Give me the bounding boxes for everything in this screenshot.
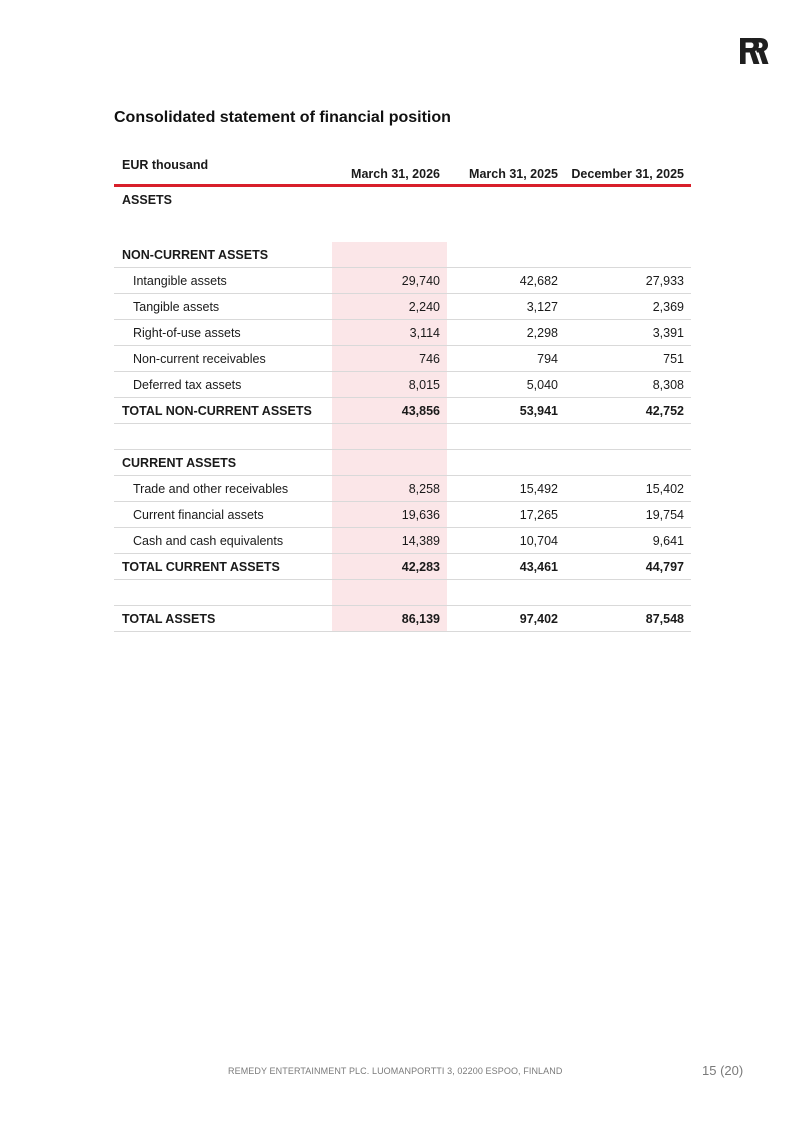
cell-value: 8,015 [332,372,447,398]
header-december-2025: December 31, 2025 [565,150,691,186]
cell-value [332,424,447,450]
cell-value: 8,258 [332,476,447,502]
cell-value: 2,369 [565,294,691,320]
table-row [114,476,691,502]
cell-value: 17,265 [447,502,565,528]
cell-value: 10,704 [447,528,565,554]
cell-value [332,217,447,242]
cell-value: 3,127 [447,294,565,320]
row-label: Cash and cash equivalents [114,528,332,554]
cell-value: 42,682 [447,268,565,294]
row-label: Right-of-use assets [114,320,332,346]
row-label: Deferred tax assets [114,372,332,398]
cell-value [565,242,691,268]
cell-value: 97,402 [447,606,565,632]
cell-value: 87,548 [565,606,691,632]
financial-position-table [114,150,691,632]
table-row [114,502,691,528]
table-row [114,268,691,294]
cell-value [447,186,565,218]
header-march-2025: March 31, 2025 [447,150,565,186]
row-label: Non-current receivables [114,346,332,372]
cell-value: 42,283 [332,554,447,580]
header-march-2026: March 31, 2026 [332,150,447,186]
cell-value: 15,492 [447,476,565,502]
table-row [114,294,691,320]
cell-value: 44,797 [565,554,691,580]
cell-value: 42,752 [565,398,691,424]
cell-value: 15,402 [565,476,691,502]
cell-value [447,217,565,242]
cell-value: 2,298 [447,320,565,346]
row-label: TOTAL NON-CURRENT ASSETS [114,398,332,424]
row-label: NON-CURRENT ASSETS [114,242,332,268]
cell-value [332,242,447,268]
cell-value [565,450,691,476]
cell-value [565,186,691,218]
table-row [114,320,691,346]
section-row [114,242,691,268]
table-body [114,186,691,632]
cell-value: 2,240 [332,294,447,320]
spacer-row [114,424,691,450]
cell-value [565,424,691,450]
table-header-row [114,150,691,186]
total-row [114,606,691,632]
cell-value: 8,308 [565,372,691,398]
cell-value [565,580,691,606]
cell-value [447,242,565,268]
cell-value: 27,933 [565,268,691,294]
cell-value: 14,389 [332,528,447,554]
table-row [114,372,691,398]
row-label: Trade and other receivables [114,476,332,502]
spacer-row [114,580,691,606]
total-row [114,554,691,580]
cell-value: 43,461 [447,554,565,580]
row-label: Intangible assets [114,268,332,294]
cell-value [565,217,691,242]
row-label: ASSETS [122,193,173,207]
row-label: TOTAL CURRENT ASSETS [114,554,332,580]
cell-value: 29,740 [332,268,447,294]
cell-value: 19,636 [332,502,447,528]
cell-value: 9,641 [565,528,691,554]
cell-value [447,450,565,476]
row-label: CURRENT ASSETS [114,450,332,476]
cell-value: 5,040 [447,372,565,398]
row-label: TOTAL ASSETS [114,606,332,632]
page-number: 15 (20) [702,1063,744,1078]
row-label [114,424,332,450]
section-row [114,450,691,476]
cell-value [447,424,565,450]
assets-row [114,186,691,218]
gap-row [114,217,691,242]
row-label [114,217,332,242]
cell-value [332,450,447,476]
table-row [114,346,691,372]
row-label: Tangible assets [114,294,332,320]
header-unit: EUR thousand [114,150,332,186]
cell-value: 43,856 [332,398,447,424]
page-title: Consolidated statement of financial position [114,109,451,126]
row-label: Current financial assets [114,502,332,528]
cell-value: 3,114 [332,320,447,346]
cell-value: 53,941 [447,398,565,424]
cell-value: 86,139 [332,606,447,632]
row-label [114,580,332,606]
cell-value: 794 [447,346,565,372]
table-row [114,528,691,554]
cell-value [447,580,565,606]
cell-value [332,580,447,606]
footer-company-address: REMEDY ENTERTAINMENT PLC. LUOMANPORTTI 3, 02200 ESPOO, FINLAND [228,1066,563,1076]
cell-value: 746 [332,346,447,372]
remedy-logo [739,36,769,66]
total-row [114,398,691,424]
cell-value: 19,754 [565,502,691,528]
cell-value [332,186,447,218]
cell-value: 3,391 [565,320,691,346]
cell-value: 751 [565,346,691,372]
